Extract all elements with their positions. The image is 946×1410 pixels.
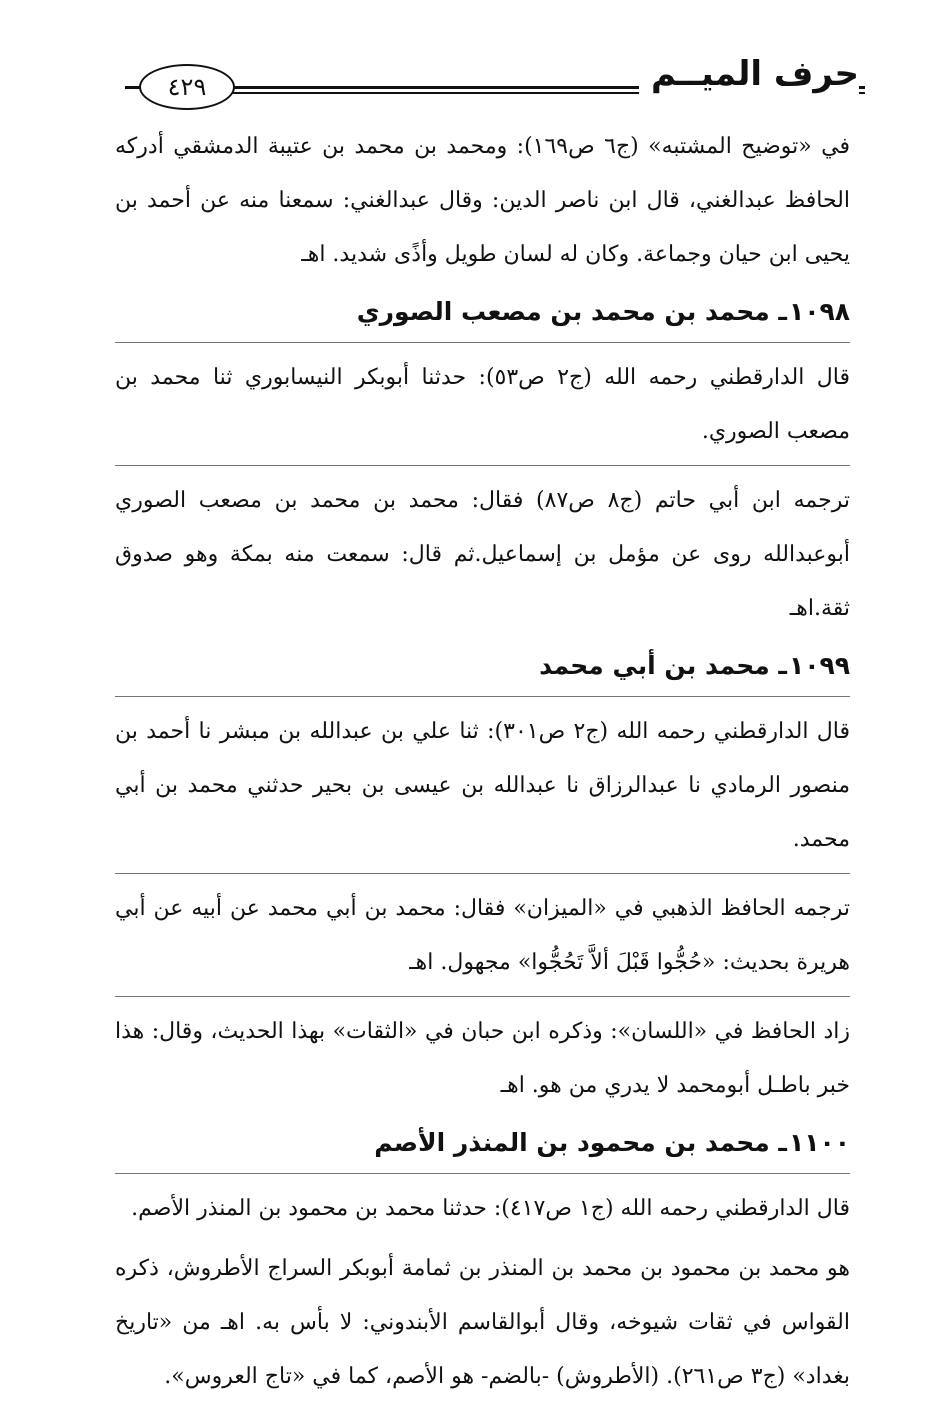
paragraph-divider: [115, 996, 850, 997]
intro-paragraph: في «توضيح المشتبه» (ج٦ ص١٦٩): ومحمد بن محمد بن عتيبة الدمشقي أدركه الحافظ عبدالغني، قال ابن ناصر الدين: وقال عبدالغني: سمعنا منه عن أحمد بن يحيى ابن حيان وجماعة. وكان له لسان طويل وأذًى شديد. اهـ: [115, 134, 850, 267]
entry-paragraph: ترجمه ابن أبي حاتم (ج٨ ص٨٧) فقال: محمد بن محمد بن مصعب الصوري أبوعبدالله روى عن مؤمل بن إسماعيل.ثم قال: سمعت منه بمكة وهو صدوق ثقة.اهـ: [115, 488, 850, 621]
entry-name: ـ محمد بن محمد بن مصعب الصوري: [356, 297, 787, 326]
entry-paragraph: قال الدارقطني رحمه الله (ج٢ ص٣٠١): ثنا علي بن عبدالله بن مبشر نا أحمد بن منصور الرمادي نا عبدالرزاق نا عبدالله بن عيسى بن بحير حدثني محمد بن أبي محمد.: [115, 719, 850, 852]
page-number: ٤٢٩: [139, 64, 235, 110]
entry-heading: [115, 1121, 850, 1165]
entry-name: ـ محمد بن محمود بن المنذر الأصم: [374, 1128, 787, 1157]
entry-divider: [115, 696, 850, 697]
chapter-title: حرف الميــم: [639, 48, 859, 100]
entry-paragraph: قال الدارقطني رحمه الله (ج٢ ص٥٣): حدثنا أبوبكر النيسابوري ثنا محمد بن مصعب الصوري.: [115, 365, 851, 444]
entry-number: ١٠٩٩: [788, 651, 850, 680]
entry-number: ١١٠٠: [788, 1128, 850, 1157]
entry-1099: [115, 644, 850, 1113]
paragraph-divider: [115, 465, 850, 466]
entry-1098: [115, 290, 850, 636]
entry-heading: [115, 644, 850, 688]
entry-number: ١٠٩٨: [788, 297, 850, 326]
entry-divider: [115, 342, 850, 343]
entry-divider: [115, 1173, 850, 1174]
paragraph-divider: [115, 873, 850, 874]
entry-heading: [115, 290, 850, 334]
page-header: [125, 48, 865, 108]
page-body: [115, 120, 850, 1410]
entry-name: ـ محمد بن أبي محمد: [539, 651, 787, 680]
entry-paragraph: زاد الحافظ في «اللسان»: وذكره ابن حبان في «الثقات» بهذا الحديث، وقال: هذا خبر باطـل أبومحمد لا يدري من هو. اهـ: [115, 1019, 850, 1098]
entry-paragraph: هو محمد بن محمود بن محمد بن المنذر بن ثمامة أبوبكر السراج الأطروش، ذكره القواس في ثقات شيوخه، وقال أبوالقاسم الأبندوني: لا بأس به. اهـ من «تاريخ بغداد» (ج٣ ص٢٦١). (الأطروش) -بالضم- هو الأصم، كما في «تاج العروس».: [115, 1256, 850, 1389]
entry-1100: [115, 1121, 850, 1404]
entry-paragraph: ترجمه الحافظ الذهبي في «الميزان» فقال: محمد بن أبي محمد عن أبيه عن أبي هريرة بحديث: «حُجُّوا قَبْلَ ألاَّ تَحُجُّوا» مجهول. اهـ: [115, 896, 850, 975]
entry-paragraph: قال الدارقطني رحمه الله (ج١ ص٤١٧): حدثنا محمد بن محمود بن المنذر الأصم.: [131, 1196, 850, 1221]
